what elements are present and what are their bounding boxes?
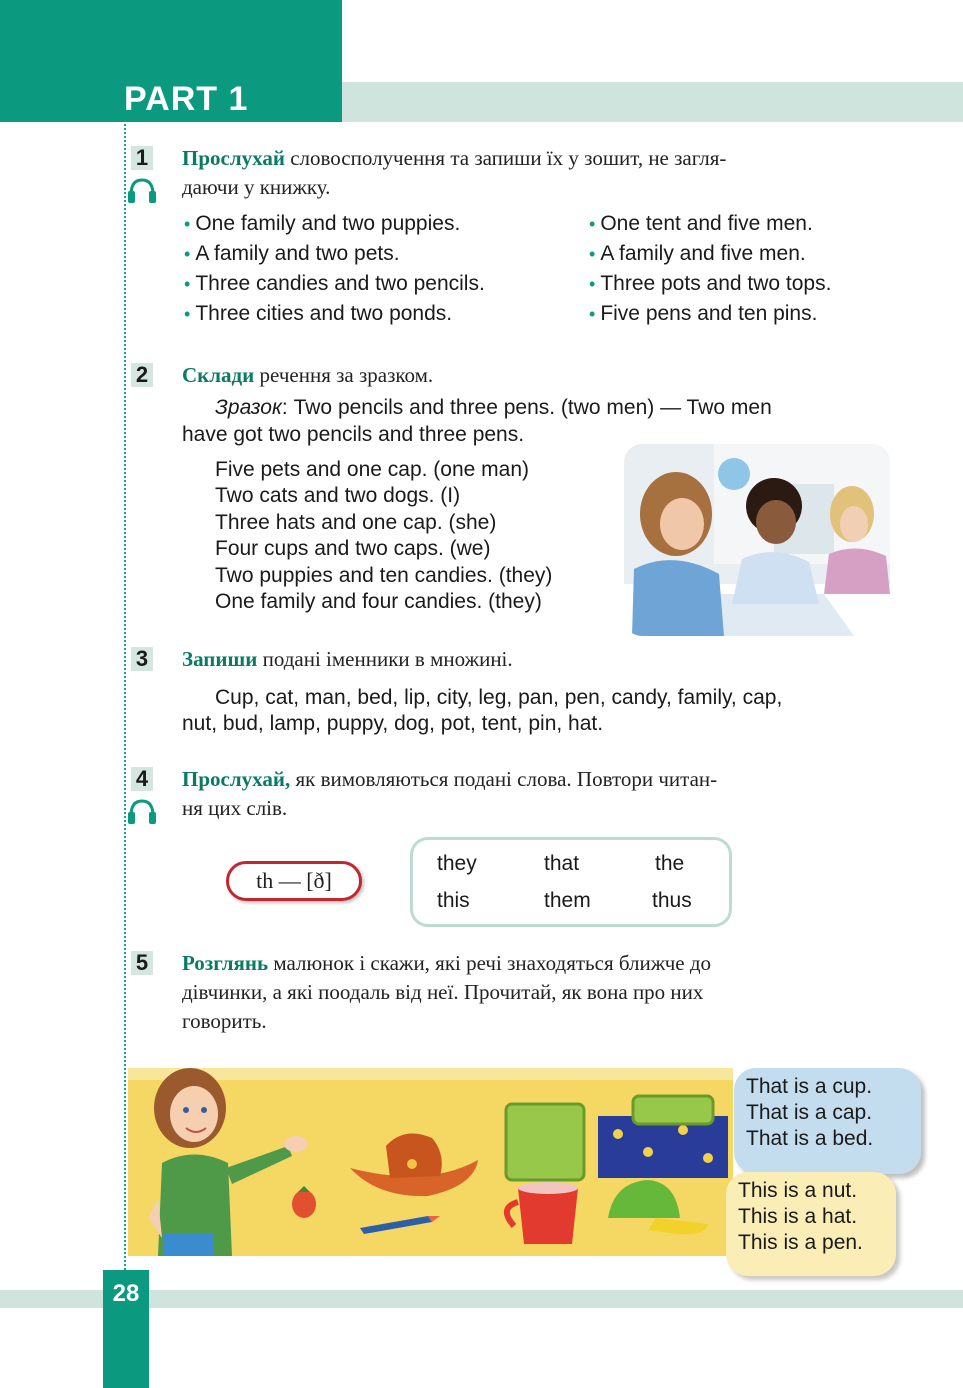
exercise-1-right-list bbox=[589, 209, 831, 329]
exercise-2-items bbox=[215, 457, 552, 615]
exercise-1-instruction-line2: даючи у книжку. bbox=[182, 175, 331, 199]
list-item: • Three cities and two ponds. bbox=[184, 299, 485, 329]
bubble-line: This is a nut. bbox=[738, 1179, 858, 1202]
list-item: • A family and five men. bbox=[589, 239, 831, 269]
exercise-3-number: 3 bbox=[131, 647, 153, 671]
bubble-line: That is a cap. bbox=[746, 1101, 873, 1124]
exercise-2-number: 2 bbox=[131, 363, 153, 387]
bubble-line: This is a pen. bbox=[738, 1231, 863, 1254]
girl-and-objects-illustration bbox=[128, 1068, 733, 1256]
list-item: Two puppies and ten candies. (they) bbox=[215, 563, 553, 587]
word: them bbox=[544, 889, 591, 912]
bubble-line: This is a hat. bbox=[738, 1205, 858, 1228]
exercise-4-instruction-line2: ня цих слів. bbox=[182, 796, 288, 820]
list-item: • One tent and five men. bbox=[589, 209, 831, 239]
exercise-5-instruction: Розглянь малюнок і скажи, які речі знаходяться ближче до bbox=[182, 951, 712, 975]
exercise-1-number: 1 bbox=[131, 146, 153, 170]
exercise-5-instruction-line2: дівчинки, а які поодаль від неї. Прочитай, як вона про них bbox=[182, 980, 704, 1004]
list-item: Five pets and one cap. (one man) bbox=[215, 458, 530, 481]
exercise-5-instruction-line3: говорить. bbox=[182, 1009, 267, 1033]
sound-label: th — [ð] bbox=[226, 861, 362, 901]
list-item: • Three candies and two pencils. bbox=[184, 269, 485, 299]
exercise-3-nouns-line2: nut, bud, lamp, puppy, dog, pot, tent, pin, hat. bbox=[182, 712, 604, 735]
list-item: One family and four candies. (they) bbox=[215, 590, 542, 614]
word: this bbox=[437, 889, 470, 912]
headphones-icon bbox=[126, 798, 158, 824]
exercise-5-number: 5 bbox=[131, 951, 153, 975]
exercise-3-nouns-line1: Cup, cat, man, bed, lip, city, leg, pan, pen, candy, family, cap, bbox=[215, 686, 783, 709]
list-item: Two cats and two dogs. (I) bbox=[215, 484, 461, 508]
that-speech-bubble bbox=[734, 1068, 921, 1174]
list-item: • Five pens and ten pins. bbox=[589, 299, 831, 329]
word: they bbox=[437, 852, 477, 875]
list-item: • A family and two pets. bbox=[184, 239, 485, 269]
list-item: Three hats and one cap. (she) bbox=[215, 510, 497, 534]
word-box bbox=[410, 837, 732, 927]
part-header-band bbox=[342, 82, 963, 122]
this-speech-bubble bbox=[726, 1172, 896, 1276]
bubble-line: That is a bed. bbox=[746, 1127, 874, 1150]
word: thus bbox=[652, 889, 692, 912]
exercise-3-instruction: Запиши подані іменники в множині. bbox=[182, 647, 513, 671]
exercise-1-left-list bbox=[184, 209, 485, 329]
exercise-4-instruction: Прослухай, як вимовляються подані слова. Повтори читан- bbox=[182, 767, 718, 791]
exercise-2-instruction: Склади речення за зразком. bbox=[182, 363, 434, 387]
exercise-1-instruction: Прослухай словосполучення та запиши їх у зошит, не загля- bbox=[182, 146, 727, 170]
exercise-2-sample-line2: have got two pencils and three pens. bbox=[182, 423, 525, 446]
list-item: • One family and two puppies. bbox=[184, 209, 485, 239]
list-item: Four cups and two caps. (we) bbox=[215, 537, 491, 561]
list-item: • Three pots and two tops. bbox=[589, 269, 831, 299]
margin-dotted-line bbox=[124, 124, 126, 1274]
classroom-photo bbox=[624, 444, 890, 636]
exercise-4-number: 4 bbox=[131, 767, 153, 791]
part-title: PART 1 bbox=[124, 80, 249, 118]
page-number: 28 bbox=[112, 1280, 140, 1307]
headphones-icon bbox=[126, 177, 158, 203]
bubble-line: That is a cup. bbox=[746, 1075, 873, 1098]
word: that bbox=[544, 852, 580, 875]
word: the bbox=[655, 852, 685, 875]
exercise-2-sample: Зразок: Two pencils and three pens. (two men) — Two men bbox=[215, 396, 772, 419]
